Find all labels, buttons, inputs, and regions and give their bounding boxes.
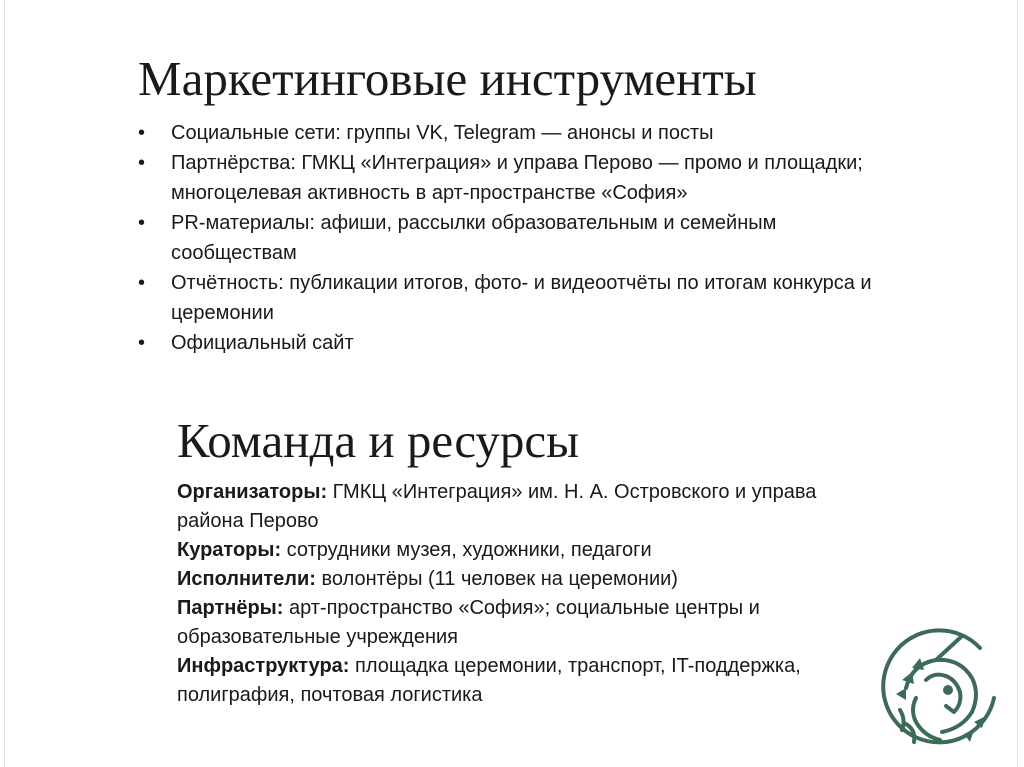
team-row-infrastructure [177,652,877,710]
team-row-label: Партнёры: [177,597,284,619]
team-row-text: арт-пространство «София»; социальные центры и образовательные учреждения [177,597,760,648]
team-row-label: Инфраструктура: [177,655,350,677]
list-item [138,148,898,208]
list-item-text: Отчётность: публикации итогов, фото- и видеоотчёты по итогам конкурса и церемонии [171,272,872,324]
unicorn-emblem-icon [876,628,1004,756]
marketing-list [138,118,898,358]
team-row-executors [177,565,877,594]
marketing-heading: Маркетинговые инструменты [138,51,757,106]
team-row-text: сотрудники музея, художники, педагоги [281,539,652,561]
team-heading: Команда и ресурсы [177,413,580,468]
bullet-icon: • [138,332,146,354]
list-item-text: Официальный сайт [171,332,354,354]
list-item [138,328,898,358]
team-row-partners [177,594,877,652]
team-row-text: ГМКЦ «Интеграция» им. Н. А. Островского и управа района Перово [177,481,817,532]
team-row-text: волонтёры (11 человек на церемонии) [315,568,678,590]
team-row-text: площадка церемонии, транспорт, IT-поддержка, полиграфия, почтовая логистика [177,655,801,706]
list-item [138,208,898,268]
bullet-icon: • [138,122,146,144]
list-item-text: Партнёрства: ГМКЦ «Интеграция» и управа Перово — промо и площадки; многоцелевая активность в арт-пространстве «София» [171,152,863,204]
team-row-label: Исполнители: [177,568,316,590]
team-row-label: Кураторы: [177,539,282,561]
list-item [138,118,898,148]
team-row-label: Организаторы: [177,481,328,503]
list-item [138,268,898,328]
list-item-text: PR-материалы: афиши, рассылки образовательным и семейным сообществам [171,212,777,264]
bullet-icon: • [138,272,146,294]
team-section [177,478,877,710]
list-item-text: Социальные сети: группы VK, Telegram — анонсы и посты [171,122,714,144]
team-row-organizers [177,478,877,536]
bullet-icon: • [138,212,146,234]
team-row-curators [177,536,877,565]
bullet-icon: • [138,152,146,174]
